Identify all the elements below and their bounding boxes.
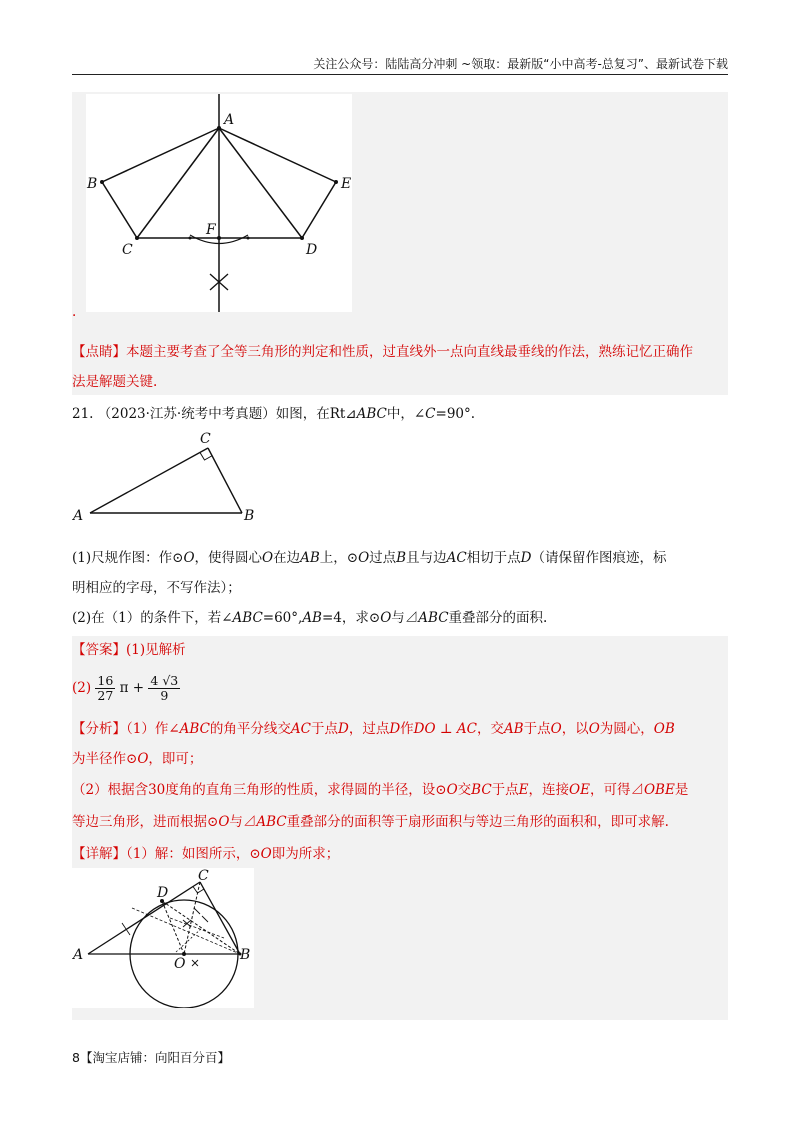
label-D: D	[306, 242, 318, 258]
comment-tag: 【点睛】	[72, 344, 126, 360]
triangle-figure	[72, 428, 272, 528]
label-B: B	[87, 176, 98, 192]
label-E: E	[341, 176, 352, 192]
label-F: F	[206, 222, 216, 238]
part-2-line: (2)在（1）的条件下，若∠ABC=60°,AB=4，求⊙O与⊿ABC重叠部分的面积.	[72, 610, 548, 626]
answer-line-1: 【答案】(1)见解析	[72, 642, 186, 658]
circle-tangent-diagram	[72, 868, 254, 1008]
tri-label-B: B	[244, 508, 255, 524]
page-footer	[72, 1048, 230, 1066]
analysis-line-1: 【分析】（1）作∠ABC的角平分线交AC于点D，过点D作DO ⊥ AC，交AB于点O，以O为圆心，OB	[72, 721, 675, 737]
tri-label-A: A	[73, 508, 84, 524]
label-A: A	[224, 112, 235, 128]
detail-label-B: B	[240, 947, 251, 963]
detail-label-C: C	[198, 868, 209, 884]
label-C: C	[122, 242, 133, 258]
fraction-16-27: $\frac{16}{27}$	[97, 673, 114, 703]
part-1-line-1: (1)尺规作图：作⊙O，使得圆心O在边AB上，⊙O过点B且与边AC相切于点D（请保留作图痕迹，标	[72, 550, 667, 566]
right-triangle-diagram	[72, 428, 272, 528]
analysis-tag: 【分析】	[72, 721, 126, 737]
pentagon-construction-diagram	[86, 94, 352, 312]
answer-tag: 【答案】	[72, 642, 126, 658]
comment-line-1	[72, 342, 732, 362]
tri-label-C: C	[200, 431, 211, 447]
comment-line-2: 法是解题关键.	[72, 374, 158, 390]
detail-label-D: D	[157, 885, 169, 901]
fraction-4root3-9: $\frac{4 √3}{9}$	[150, 673, 179, 703]
question-21-stem: 21. （2023·江苏·统考中考真题）如图，在Rt⊿ABC中，∠C=90°.	[72, 406, 476, 422]
detail-label-O: O	[174, 956, 186, 972]
analysis-line-2: 为半径作⊙O，即可；	[72, 751, 203, 767]
detail-tag: 【详解】	[72, 846, 126, 862]
comment-text-1: 本题主要考查了全等三角形的判定和性质，过直线外一点向直线最垂线的作法，熟练记忆正确作	[126, 344, 693, 360]
part-1-line-2: 明相应的字母，不写作法）；	[72, 580, 241, 596]
detail-line: 【详解】（1）解：如图所示，⊙O即为所求；	[72, 846, 340, 862]
pentagon-figure	[86, 94, 352, 312]
answer-line-2: (2) $\frac{16}{27}$ π + $\frac{4 √3}{9}$	[72, 673, 179, 703]
analysis-line-3: （2）根据含30度角的直角三角形的性质，求得圆的半径，设⊙O交BC于点E，连接OE，可得⊿OBE是	[72, 782, 689, 798]
header-text: 关注公众号：陆陆高分冲刺 ~领取：最新版“小中高考-总复习”、最新试卷下载	[313, 57, 728, 71]
circle-construction-figure	[72, 868, 254, 1008]
dot-mark: ·	[72, 308, 77, 324]
analysis-line-4: 等边三角形，进而根据⊙O与⊿ABC重叠部分的面积等于扇形面积与等边三角形的面积和，即可求解.	[72, 814, 669, 830]
footer-text: 8【淘宝店铺：向阳百分百】	[72, 1050, 230, 1065]
page-header	[72, 56, 728, 75]
detail-label-A: A	[73, 947, 84, 963]
